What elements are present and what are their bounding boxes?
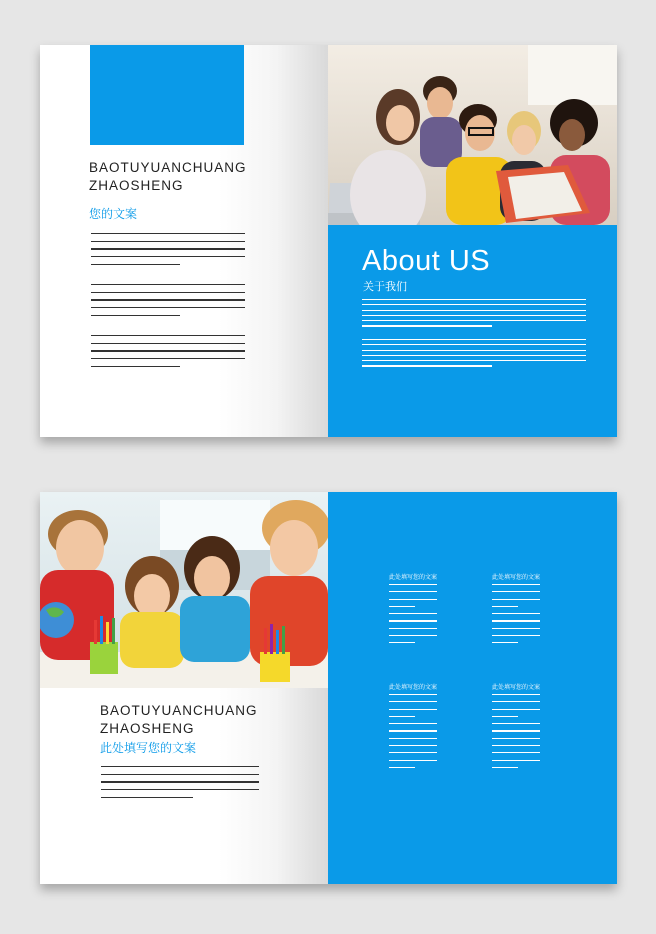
students-reading-photo <box>328 45 617 225</box>
spread1-title <box>89 159 247 195</box>
column-caption: 此处填写您的文案 <box>492 685 541 691</box>
spread2-subtitle: 此处填写您的文案 <box>100 741 197 755</box>
column-caption: 此处填写您的文案 <box>492 575 541 581</box>
about-us-heading: About US <box>362 245 491 277</box>
title-line-1: BAOTUYUANCHUANG <box>100 703 258 718</box>
column-caption: 此处填写您的文案 <box>389 685 438 691</box>
text-placeholder-lines <box>91 284 245 322</box>
column-caption: 此处填写您的文案 <box>389 575 438 581</box>
about-us-subheading: 关于我们 <box>363 281 407 293</box>
blue-accent-block <box>90 45 244 145</box>
text-placeholder-lines <box>362 339 586 371</box>
title-line-2: ZHAOSHENG <box>100 721 195 736</box>
title-line-1: BAOTUYUANCHUANG <box>89 160 247 175</box>
text-placeholder-lines <box>362 299 586 331</box>
spread2-left-page <box>40 492 328 884</box>
about-us-panel <box>328 225 617 437</box>
text-placeholder-lines <box>101 766 259 804</box>
text-placeholder-lines <box>91 233 245 271</box>
spread2-title <box>100 702 258 738</box>
text-placeholder-lines <box>389 584 437 650</box>
children-classroom-photo <box>40 492 328 688</box>
spread2-right-page <box>328 492 617 884</box>
text-placeholder-lines <box>389 694 437 774</box>
text-placeholder-lines <box>492 694 540 774</box>
spread1-right-page <box>328 45 617 437</box>
brochure-spread-2 <box>40 492 617 884</box>
text-placeholder-lines <box>91 335 245 373</box>
title-line-2: ZHAOSHENG <box>89 178 184 193</box>
brochure-spread-1 <box>40 45 617 437</box>
spread1-subtitle: 您的文案 <box>89 207 138 221</box>
spread1-left-page <box>40 45 328 437</box>
text-placeholder-lines <box>492 584 540 650</box>
